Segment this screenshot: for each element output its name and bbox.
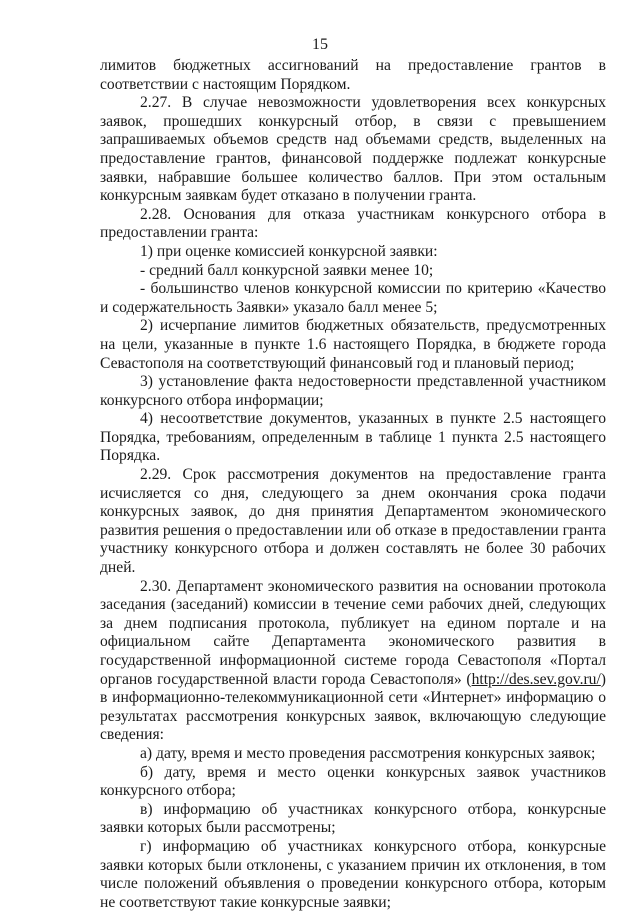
list-item-b: б) дату, время и место оценки конкурсных заявок участников конкурсного отбора; xyxy=(100,763,606,800)
paragraph-2-29: 2.29. Срок рассмотрения документов на предоставление гранта исчисляется со дня, следующего за днем окончания срока подачи конкурсных заявок, до дня принятия Департаментом экономического развития решения о предоставлении или об отказе в предоставлении гранта участнику конкурсного отбора и должен составлять не более 30 рабочих дней. xyxy=(100,466,606,577)
paragraph-2-28-item-3: 3) установление факта недостоверности представленной участником конкурсного отбора информации; xyxy=(100,373,606,409)
paragraph-2-28-item-1: 1) при оценке комиссией конкурсной заявки: xyxy=(140,242,438,260)
document-body xyxy=(100,57,606,912)
portal-link[interactable]: http://des.sev.gov.ru/ xyxy=(471,670,601,688)
page-number: 15 xyxy=(312,36,328,53)
paragraph-2-28-item-1-bullet-2: - большинство членов конкурсной комиссии по критерию «Качество и содержательность Заявки» указало балл менее 5; xyxy=(100,280,606,316)
list-item-v: в) информацию об участниках конкурсного отбора, конкурсные заявки которых были рассмотрены; xyxy=(100,800,606,837)
list-item-a: а) дату, время и место проведения рассмотрения конкурсных заявок; xyxy=(140,744,596,762)
paragraph-2-28-item-4: 4) несоответствие документов, указанных в пункте 2.5 настоящего Порядка, требованиям, определенным в таблице 1 пункта 2.5 настоящего Порядка. xyxy=(100,410,606,465)
paragraph-2-27: 2.27. В случае невозможности удовлетворения всех конкурсных заявок, прошедших конкурсный отбор, в связи с превышением запрашиваемых объемов средств над объемами средств, выделенных на предоставление грантов, финансовой поддержке подлежат конкурсные заявки, набравшие большее количество баллов. При этом остальным конкурсным заявкам будет отказано в получении гранта. xyxy=(100,94,606,205)
paragraph-2-28-item-2: 2) исчерпание лимитов бюджетных обязательств, предусмотренных на цели, указанные в пункте 1.6 настоящего Порядка, в бюджете города Севастополя на соответствующий финансовый год и плановый период; xyxy=(100,317,606,372)
paragraph-2-30-text-before: 2.30. Департамент экономического развития на основании протокола заседания (заседаний) комиссии в течение семи рабочих дней, следующих за днем подписания протокола, публикует на едином портале и на официальном сайте Департамента экономического развития в государственной информационной системе города Севастополя «Портал органов государственной власти города Севастополя» ( xyxy=(100,577,606,688)
paragraph-continuation: лимитов бюджетных ассигнований на предоставление грантов в соответствии с настоящим Порядком. xyxy=(100,57,606,93)
paragraph-2-28: 2.28. Основания для отказа участникам конкурсного отбора в предоставлении гранта: xyxy=(100,205,606,242)
list-item-g: г) информацию об участниках конкурсного отбора, конкурсные заявки которых были отклонены, с указанием причин их отклонения, в том числе положений объявления о проведении конкурсного отбора, которым не соответствуют такие конкурсные заявки; xyxy=(100,837,606,911)
paragraph-2-30-text-after: ) в информационно-телекоммуникационной сети «Интернет» информацию о результатах рассмотрения конкурсных заявок, включающую следующие сведения: xyxy=(100,670,606,744)
paragraph-2-28-item-1-bullet-1: - средний балл конкурсной заявки менее 10; xyxy=(140,261,434,279)
paragraph-2-30 xyxy=(100,578,606,745)
